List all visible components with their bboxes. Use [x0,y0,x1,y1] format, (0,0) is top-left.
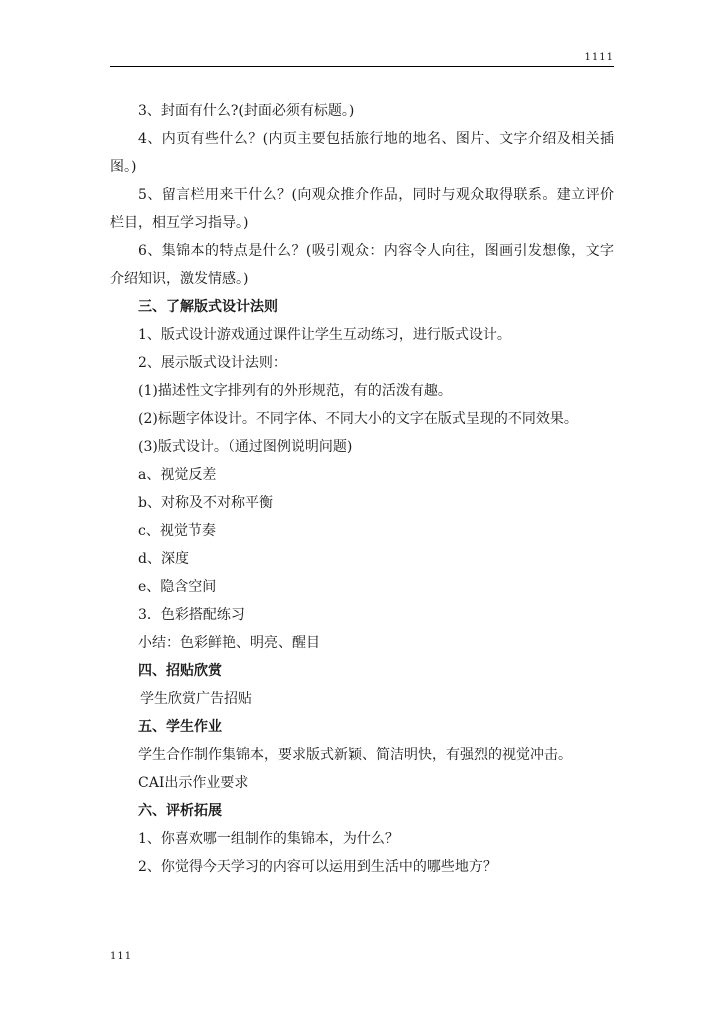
paragraph-color-practice: 3．色彩搭配练习 [138,607,245,623]
section-heading-5: 五、学生作业 [138,719,222,735]
section-heading-6: 六、评析拓展 [138,803,222,819]
header-rule [110,66,614,67]
paragraph-question-2: 2、你觉得今天学习的内容可以运用到生活中的哪些地方？ [138,859,497,875]
section-heading-4: 四、招贴欣赏 [138,663,222,679]
paragraph-q5: 5、留言栏用来干什么？(向观众推介作品，同时与观众取得联系。建立评价栏目，相互学习指导。) [110,187,614,231]
paragraph-summary: 小结：色彩鲜艳、明亮、醒目 [138,635,320,651]
list-item-rule-1: (1)描述性文字排列有的外形规范，有的活泼有趣。 [138,383,452,399]
list-item-rule-2: (2)标题字体设计。不同字体、不同大小的文字在版式呈现的不同效果。 [138,411,578,427]
paragraph-layout-game: 1、版式设计游戏通过课件让学生互动练习，进行版式设计。 [138,327,511,343]
paragraph-q4: 4、内页有些什么？(内页主要包括旅行地的地名、图片、文字介绍及相关插图。) [110,131,614,175]
list-item-rule-3: (3)版式设计。（通过图例说明问题) [138,439,353,455]
section-heading-3: 三、了解版式设计法则 [138,299,278,315]
header-page-number: 1111 [584,52,614,63]
list-item-a: a、视觉反差 [138,467,217,483]
paragraph-question-1: 1、你喜欢哪一组制作的集锦本，为什么？ [138,831,399,847]
paragraph-cai: CAI出示作业要求 [138,775,249,791]
footer-page-number: 111 [110,951,133,962]
list-item-c: c、视觉节奏 [138,523,216,539]
paragraph-q6: 6、集锦本的特点是什么？(吸引观众：内容令人向往，图画引发想像，文字介绍知识，激发情感。) [110,243,614,287]
paragraph-homework: 学生合作制作集锦本，要求版式新颖、简洁明快，有强烈的视觉冲击。 [138,747,572,763]
document-body [110,97,614,881]
list-item-e: e、隐含空间 [138,579,217,595]
list-item-b: b、对称及不对称平衡 [138,495,273,511]
paragraph-poster-appreciation: 学生欣赏广告招贴 [140,691,252,707]
paragraph-q3: 3、封面有什么?(封面必须有标题。) [138,103,355,119]
paragraph-layout-rules: 2、展示版式设计法则： [138,355,287,371]
list-item-d: d、深度 [138,551,189,567]
